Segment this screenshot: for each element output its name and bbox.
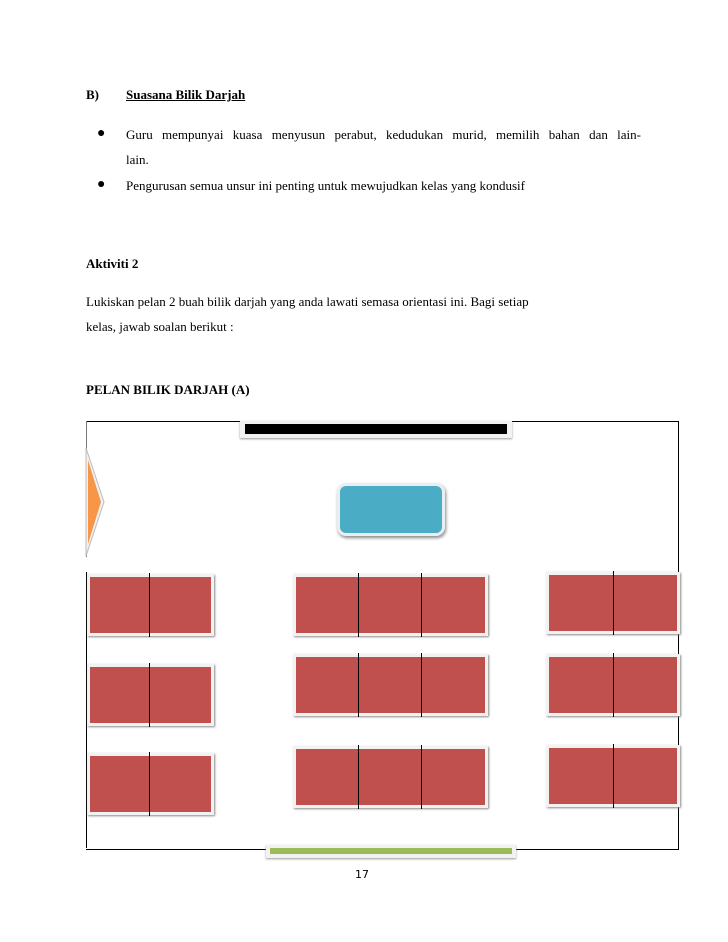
desk-divider — [358, 745, 359, 809]
student-desk — [293, 574, 488, 636]
desk-divider — [149, 663, 150, 727]
desk-divider — [613, 653, 614, 717]
bullet-icon: ● — [97, 177, 106, 192]
desk-divider — [613, 744, 614, 808]
back-board — [266, 845, 516, 858]
activity-paragraph-line: Lukiskan pelan 2 buah bilik darjah yang anda lawati semasa orientasi ini. Bagi setiap — [86, 294, 529, 309]
student-desk — [87, 664, 214, 726]
back-board-surface — [270, 848, 512, 854]
student-desk — [293, 654, 488, 716]
desk-divider — [421, 573, 422, 637]
desk-divider — [149, 573, 150, 637]
student-desk — [87, 574, 214, 636]
desk-divider — [613, 571, 614, 635]
desk-divider — [421, 745, 422, 809]
page-number: 17 — [355, 868, 369, 881]
bullet-text-continued: lain. — [126, 152, 149, 167]
desk-divider — [421, 653, 422, 717]
student-desk — [546, 572, 680, 634]
whiteboard-surface — [245, 424, 507, 434]
activity-paragraph-line: kelas, jawab soalan berikut : — [86, 319, 234, 334]
student-desk — [87, 753, 214, 815]
bullet-icon: ● — [97, 126, 106, 141]
desk-divider — [358, 573, 359, 637]
activity-heading: Aktiviti 2 — [86, 256, 139, 271]
desk-divider — [358, 653, 359, 717]
section-label: B) — [86, 87, 99, 102]
plan-heading: PELAN BILIK DARJAH (A) — [86, 382, 250, 397]
teacher-table — [337, 483, 445, 536]
desk-divider — [149, 752, 150, 816]
front-whiteboard — [240, 421, 512, 438]
student-desk — [293, 746, 488, 808]
bullet-text: Guru mempunyai kuasa menyusun perabut, kedudukan murid, memilih bahan dan lain- — [126, 127, 641, 142]
student-desk — [546, 654, 680, 716]
door-icon — [85, 448, 105, 556]
student-desk — [546, 745, 680, 807]
bullet-text: Pengurusan semua unsur ini penting untuk mewujudkan kelas yang kondusif — [126, 178, 525, 193]
section-heading: Suasana Bilik Darjah — [126, 87, 246, 102]
